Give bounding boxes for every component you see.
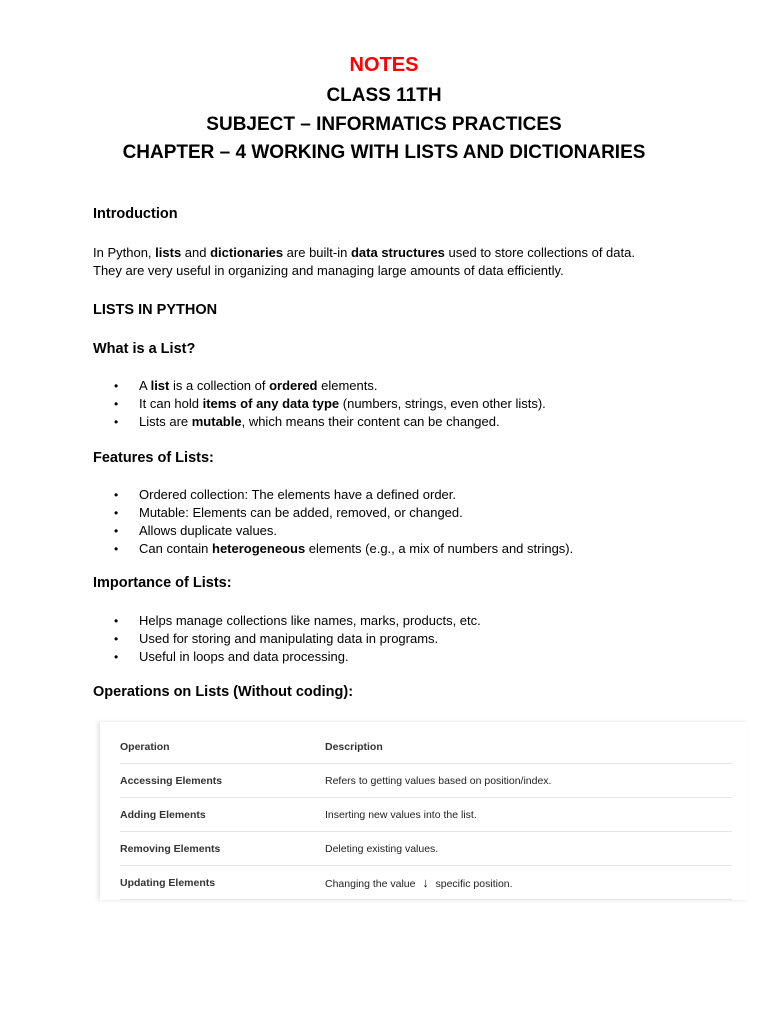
operation-cell: Adding Elements [120,798,325,832]
table-row [120,832,732,866]
bold-text: mutable [191,414,242,429]
text: (numbers, strings, even other lists). [339,396,546,411]
list-item [93,377,546,395]
description-cell: Deleting existing values. [325,832,732,866]
operations-table [120,730,732,900]
list-item [93,540,573,558]
operation-cell: Accessing Elements [120,764,325,798]
table-row [120,764,732,798]
introduction-heading: Introduction [93,206,178,222]
lists-in-python-heading: LISTS IN PYTHON [93,302,218,318]
notes-title: NOTES [349,54,419,76]
description-cell: Refers to getting values based on position/index. [325,764,732,798]
intro-text: In Python, [93,245,156,260]
intro-bold-dictionaries: dictionaries [210,245,284,260]
class-heading: CLASS 11TH [326,85,442,106]
description-cell: Inserting new values into the list. [325,798,732,832]
text: elements. [317,378,378,393]
importance-bullets [93,612,481,666]
text: Can contain [139,541,212,556]
list-item [93,413,546,431]
list-item: • Helps manage collections like names, marks, products, etc. [93,612,481,630]
table-row [120,798,732,832]
text: It can hold [139,396,203,411]
list-item: • Ordered collection: The elements have a defined order. [93,486,573,504]
intro-text: and [181,245,211,260]
bold-text: heterogeneous [212,541,306,556]
list-item: • Useful in loops and data processing. [93,648,481,666]
list-item: • Used for storing and manipulating data in programs. [93,630,481,648]
text: Lists are [139,414,192,429]
text: A [139,378,151,393]
bold-text: list [150,378,170,393]
text: is a collection of [169,378,270,393]
what-is-a-list-bullets [93,377,546,431]
features-bullets [93,486,573,558]
table-row [120,866,732,900]
intro-text: are built-in [283,245,351,260]
text: , which means their content can be changed. [241,414,500,429]
operation-cell: Removing Elements [120,832,325,866]
importance-of-lists-heading: Importance of Lists: [93,575,232,591]
chapter-heading: CHAPTER – 4 WORKING WITH LISTS AND DICTIONARIES [122,142,646,163]
operation-cell: Updating Elements [120,866,325,900]
arrow-down-icon: ↓ [422,875,429,890]
what-is-a-list-heading: What is a List? [93,341,196,357]
intro-bold-data-structures: data structures [350,245,445,260]
column-header-operation: Operation [120,730,325,764]
list-item [93,395,546,413]
table-header-row [120,730,732,764]
features-of-lists-heading: Features of Lists: [93,450,214,466]
list-item: • Allows duplicate values. [93,522,573,540]
bold-text: ordered [269,378,318,393]
description-text: Changing the value [325,878,416,890]
intro-text-line2: They are very useful in organizing and managing large amounts of data efficiently. [93,263,564,278]
subject-heading: SUBJECT – INFORMATICS PRACTICES [206,114,562,135]
intro-bold-lists: lists [155,245,182,260]
intro-text: used to store collections of data. [444,245,635,260]
introduction-paragraph [93,244,693,280]
description-text: specific position. [435,878,513,890]
description-cell [325,866,732,900]
list-item: • Mutable: Elements can be added, removed, or changed. [93,504,573,522]
bold-text: items of any data type [202,396,340,411]
column-header-description: Description [325,730,732,764]
operations-table-card [100,722,748,900]
operations-on-lists-heading: Operations on Lists (Without coding): [93,684,354,700]
text: elements (e.g., a mix of numbers and strings). [305,541,574,556]
